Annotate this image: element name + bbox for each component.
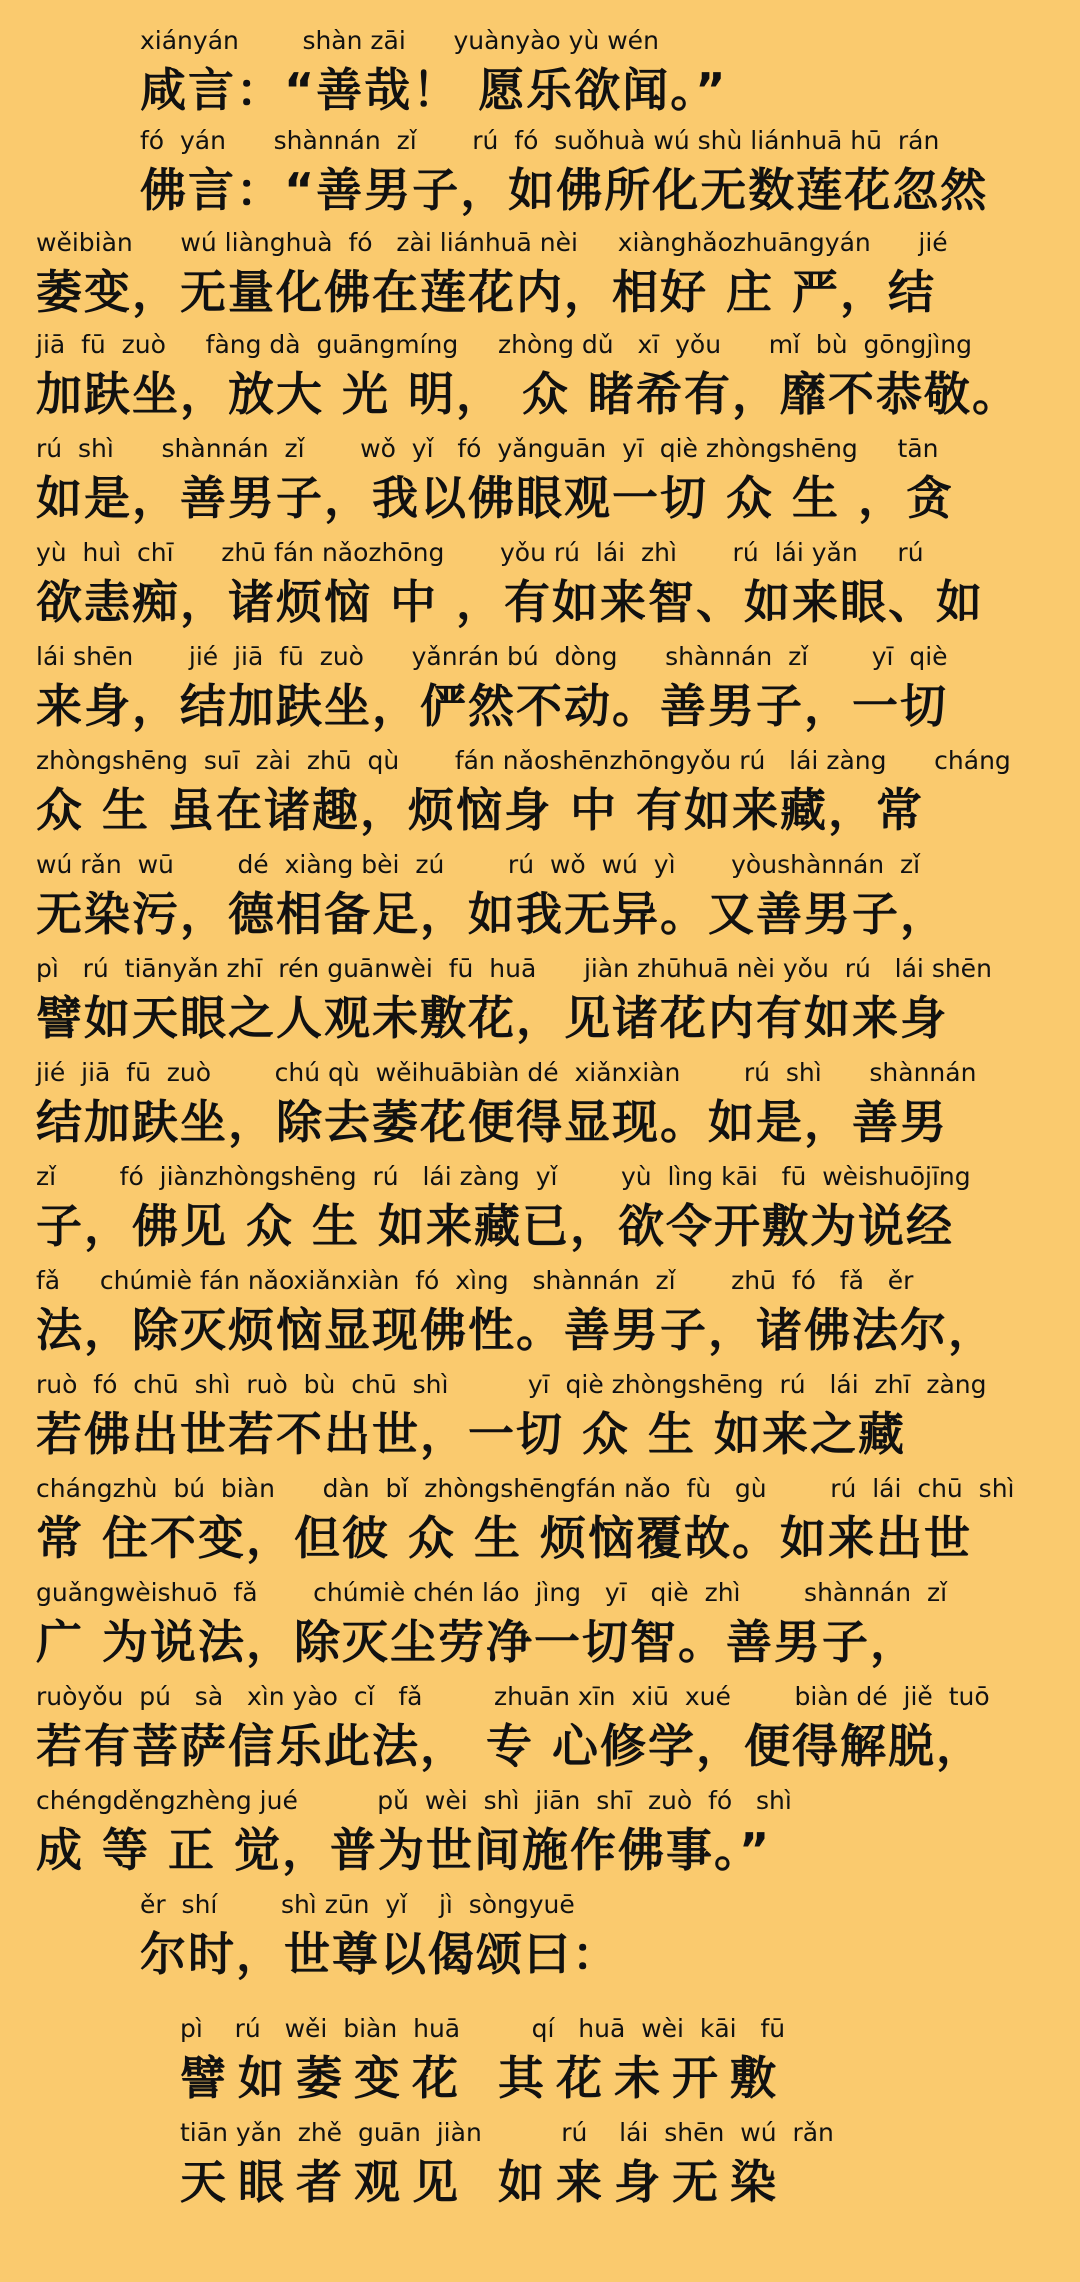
hanzi-line: 来身，结加趺坐，俨然不动。善男子，一切 bbox=[36, 679, 948, 733]
hanzi-line: 子，佛见 众 生 如来藏已，欲令开敷为说经 bbox=[36, 1199, 955, 1253]
text-line bbox=[0, 744, 1080, 848]
pinyin-line: yù huì chī zhū fán nǎozhōng yǒu rú lái zhì rú lái yǎn rú bbox=[36, 538, 924, 567]
verse-line bbox=[0, 2012, 1080, 2116]
pinyin-line: chéngděngzhèng jué pǔ wèi shì jiān shī zuò fó shì bbox=[36, 1786, 792, 1815]
hanzi-line: 常 住不变，但彼 众 生 烦恼覆故。如来出世 bbox=[36, 1511, 973, 1565]
hanzi-line: 佛言：“善男子，如佛所化无数莲花忽然 bbox=[140, 163, 989, 217]
pinyin-line: ěr shí shì zūn yǐ jì sòngyuē bbox=[140, 1890, 575, 1919]
pinyin-line: ruòyǒu pú sà xìn yào cǐ fǎ zhuān xīn xiū xué biàn dé jiě tuō bbox=[36, 1682, 990, 1711]
hanzi-line: 广 为说法，除灭尘劳净一切智。善男子， bbox=[36, 1615, 919, 1669]
hanzi-line: 若有菩萨信乐此法， 专 心修学，便得解脱， bbox=[36, 1719, 985, 1773]
pinyin-line: fǎ chúmiè fán nǎoxiǎnxiàn fó xìng shànnán zǐ zhū fó fǎ ěr bbox=[36, 1266, 914, 1295]
hanzi-line: 无染污，德相备足，如我无异。又善男子， bbox=[36, 887, 948, 941]
hanzi-line: 欲恚痴，诸烦恼 中 ，有如来智、如来眼、如 bbox=[36, 575, 985, 629]
text-line bbox=[0, 1576, 1080, 1680]
pinyin-line: ruò fó chū shì ruò bù chū shì yī qiè zhòngshēng rú lái zhī zàng bbox=[36, 1370, 987, 1399]
text-line bbox=[0, 1680, 1080, 1784]
pinyin-line: zǐ fó jiànzhòngshēng rú lái zàng yǐ yù lìng kāi fū wèishuōjīng bbox=[36, 1162, 971, 1191]
pinyin-line: xiányán shàn zāi yuànyào yù wén bbox=[140, 26, 659, 55]
text-line bbox=[0, 24, 1080, 128]
text-line bbox=[0, 952, 1080, 1056]
text-line bbox=[0, 1784, 1080, 1888]
pinyin-line: guǎngwèishuō fǎ chúmiè chén láo jìng yī qiè zhì shànnán zǐ bbox=[36, 1578, 948, 1607]
text-line bbox=[0, 640, 1080, 744]
pinyin-line: fó yán shànnán zǐ rú fó suǒhuà wú shù liánhuā hū rán bbox=[140, 126, 940, 155]
pinyin-line: pì rú tiānyǎn zhī rén guānwèi fū huā jiàn zhūhuā nèi yǒu rú lái shēn bbox=[36, 954, 992, 983]
text-line bbox=[0, 848, 1080, 952]
hanzi-line: 众 生 虽在诸趣，烦恼身 中 有如来藏，常 bbox=[36, 783, 925, 837]
hanzi-line: 譬如天眼之人观未敷花，见诸花内有如来身 bbox=[36, 991, 948, 1045]
hanzi-line: 法，除灭烦恼显现佛性。善男子，诸佛法尔， bbox=[36, 1303, 996, 1357]
text-line bbox=[0, 1888, 1080, 1992]
hanzi-line: 若佛出世若不出世，一切 众 生 如来之藏 bbox=[36, 1407, 907, 1461]
pinyin-line: rú shì shànnán zǐ wǒ yǐ fó yǎnguān yī qiè zhòngshēng tān bbox=[36, 434, 939, 463]
hanzi-line: 咸言：“善哉！ 愿乐欲闻。” bbox=[140, 63, 728, 117]
text-line bbox=[0, 536, 1080, 640]
hanzi-line: 天眼者观见 如来身无染 bbox=[180, 2155, 789, 2209]
hanzi-line: 萎变，无量化佛在莲花内，相好 庄 严，结 bbox=[36, 265, 937, 319]
hanzi-line: 加趺坐，放大 光 明， 众 睹希有，靡不恭敬。 bbox=[36, 367, 1021, 421]
hanzi-line: 如是，善男子，我以佛眼观一切 众 生 ，贪 bbox=[36, 471, 955, 525]
verse-line bbox=[0, 2116, 1080, 2220]
pinyin-line: tiān yǎn zhě guān jiàn rú lái shēn wú rǎn bbox=[180, 2118, 834, 2147]
hanzi-line: 譬如萎变花 其花未开敷 bbox=[180, 2051, 789, 2105]
pinyin-line: lái shēn jié jiā fū zuò yǎnrán bú dòng shànnán zǐ yī qiè bbox=[36, 642, 948, 671]
pinyin-line: jié jiā fū zuò chú qù wěihuābiàn dé xiǎnxiàn rú shì shànnán bbox=[36, 1058, 977, 1087]
text-line bbox=[0, 328, 1080, 432]
text-line bbox=[0, 1056, 1080, 1160]
text-line bbox=[0, 226, 1080, 330]
pinyin-line: chángzhù bú biàn dàn bǐ zhòngshēngfán nǎo fù gù rú lái chū shì bbox=[36, 1474, 1015, 1503]
text-line bbox=[0, 432, 1080, 536]
pinyin-line: wú rǎn wū dé xiàng bèi zú rú wǒ wú yì yòushànnán zǐ bbox=[36, 850, 921, 879]
pinyin-line: wěibiàn wú liànghuà fó zài liánhuā nèi xiànghǎozhuāngyán jié bbox=[36, 228, 948, 257]
pinyin-line: pì rú wěi biàn huā qí huā wèi kāi fū bbox=[180, 2014, 786, 2043]
text-line bbox=[0, 1368, 1080, 1472]
pinyin-line: zhòngshēng suī zài zhū qù fán nǎoshēnzhōngyǒu rú lái zàng cháng bbox=[36, 746, 1011, 775]
text-line bbox=[0, 124, 1080, 228]
text-line bbox=[0, 1160, 1080, 1264]
hanzi-line: 成 等 正 觉，普为世间施作佛事。” bbox=[36, 1823, 772, 1877]
hanzi-line: 结加趺坐，除去萎花便得显现。如是，善男 bbox=[36, 1095, 948, 1149]
text-line bbox=[0, 1264, 1080, 1368]
hanzi-line: 尔时，世尊以偈颂曰： bbox=[140, 1927, 620, 1981]
pinyin-line: jiā fū zuò fàng dà guāngmíng zhòng dǔ xī yǒu mǐ bù gōngjìng bbox=[36, 330, 973, 359]
text-line bbox=[0, 1472, 1080, 1576]
